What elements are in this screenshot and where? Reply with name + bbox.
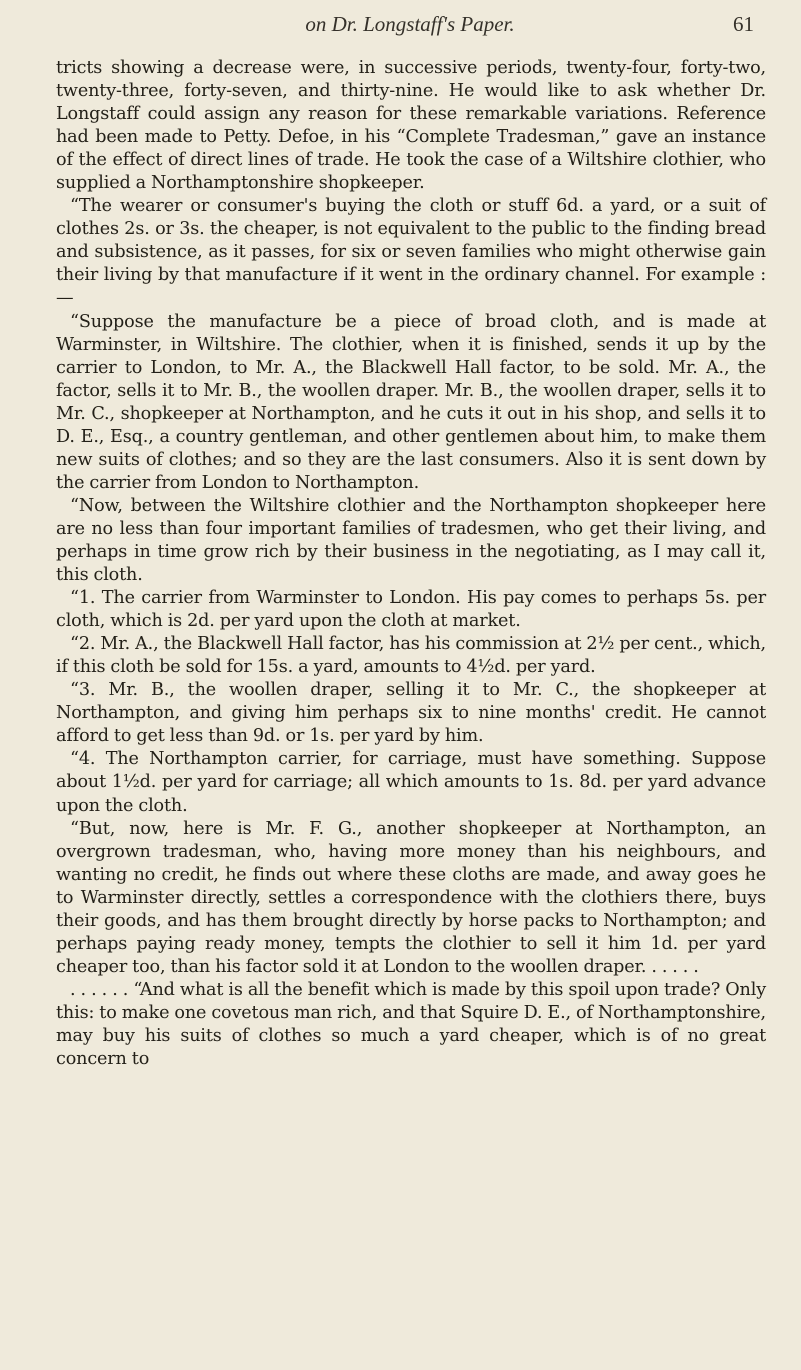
page-header [60,6,760,40]
running-title: on Dr. Longstaff's Paper. [305,12,515,36]
paragraph-item-1: “1. The carrier from Warminster to London. His pay comes to perhaps 5s. per cloth, which is 2d. per yard upon the cloth at market. [56,588,766,632]
paragraph-example: “Suppose the manufacture be a piece of broad cloth, and is made at Warminster, in Wiltshire. The clothier, when it is finished, sends it up by the carrier to London, to Mr. A., the Blackwell Hall factor, to be sold. Mr. A., the factor, sells it to Mr. B., the woollen draper. Mr. B., the woollen draper, sells it to Mr. C., shopkeeper at Northampton, and he cuts it out in his shop, and sells it to D. E., Esq., a country gentleman, and other gentlemen about him, to make them new suits of clothes; and so they are the last consumers. Also it is sent down by the carrier from London to Northampton. [56,311,766,493]
paragraph-benefit: . . . . . . “And what is all the benefit which is made by this spoil upon trade? Only this: to make one covetous man rich, and that Squire D. E., of Northamptonshire, may buy his suits of clothes so much a yard cheaper, which is of no great concern to [56,979,766,1070]
body-text [56,57,766,1071]
paragraph-quotation-intro: “The wearer or consumer's buying the cloth or stuff 6d. a yard, or a suit of clothes 2s. or 3s. the cheaper, is not equivalent to the public to the finding bread and subsistence, as it passes, for six or seven families who might otherwise gain their living by that manufacture if it went in the ordinary channel. For example :— [56,196,766,309]
page-number: 61 [733,12,754,36]
paragraph-continuation: tricts showing a decrease were, in successive periods, twenty-four, forty-two, twenty-three, forty-seven, and thirty-nine. He would like to ask whether Dr. Longstaff could assign any reason for these remarkable variations. Reference had been made to Petty. Defoe, in his “Complete Tradesman,” gave an instance of the effect of direct lines of trade. He took the case of a Wiltshire clothier, who supplied a Northamptonshire shopkeeper. [56,58,766,194]
paragraph-item-2: “2. Mr. A., the Blackwell Hall factor, has his commission at 2½ per cent., which, if this cloth be sold for 15s. a yard, amounts to 4½d. per yard. [56,634,766,678]
paragraph-families: “Now, between the Wiltshire clothier and the Northampton shopkeeper here are no less than four important families of tradesmen, who get their living, and perhaps in time grow rich by their business in the negotiating, as I may call it, this cloth. [56,495,766,586]
paragraph-item-4: “4. The Northampton carrier, for carriage, must have something. Suppose about 1½d. per yard for carriage; all which amounts to 1s. 8d. per yard advance upon the cloth. [56,749,766,816]
paragraph-overgrown-tradesman: “But, now, here is Mr. F. G., another shopkeeper at Northampton, an overgrown tradesman, who, having more money than his neighbours, and wanting no credit, he finds out where these cloths are made, and away goes he to Warminster directly, settles a correspondence with the clothiers there, buys their goods, and has them brought directly by horse packs to Northampton; and perhaps paying ready money, tempts the clothier to sell it him 1d. per yard cheaper too, than his factor sold it at London to the woollen draper. . . . . . [56,818,766,977]
paragraph-item-3: “3. Mr. B., the woollen draper, selling it to Mr. C., the shopkeeper at Northampton, and giving him perhaps six to nine months' credit. He cannot afford to get less than 9d. or 1s. per yard by him. [56,680,766,747]
